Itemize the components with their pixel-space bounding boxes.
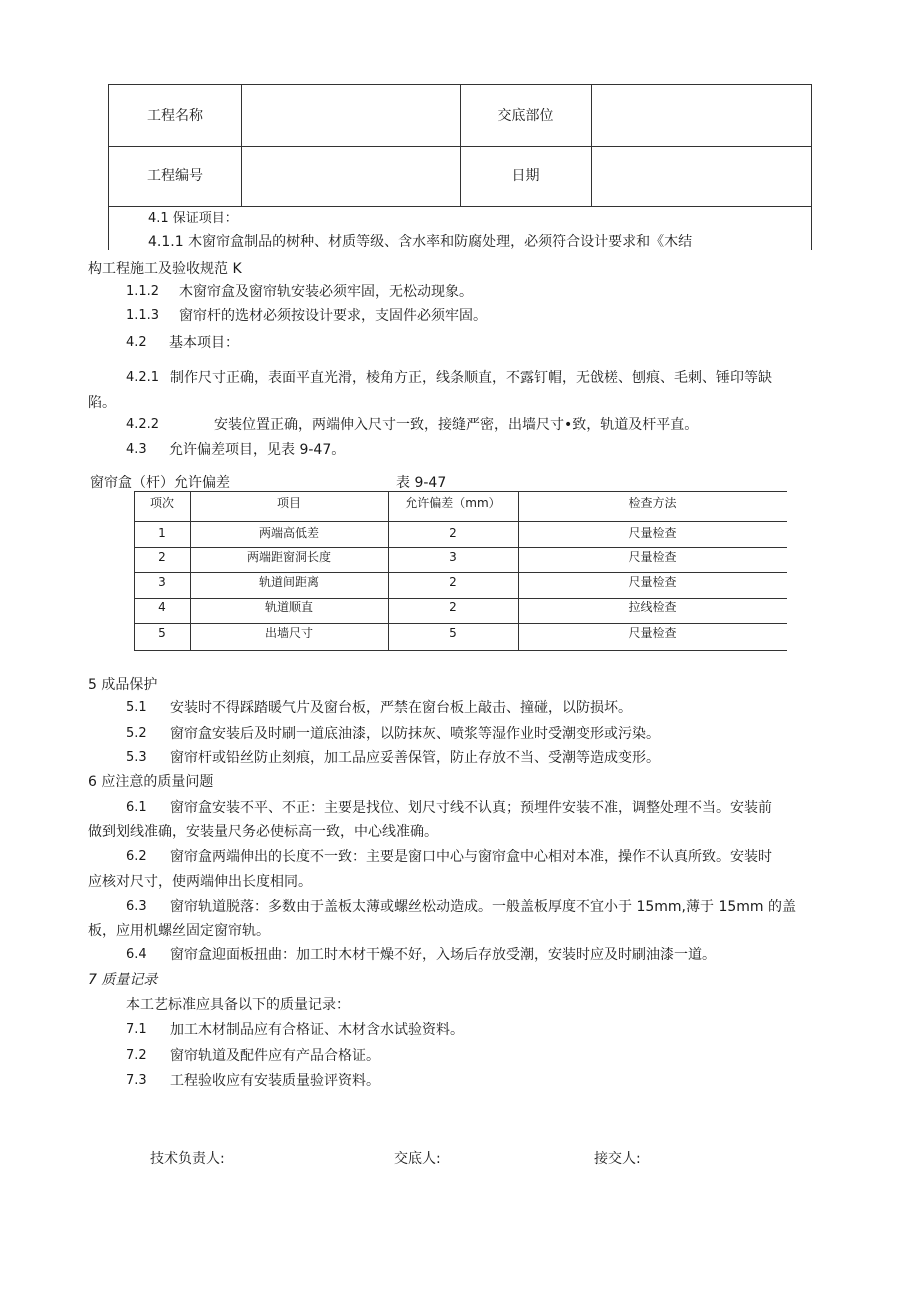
clause-number: 5.2 (126, 726, 147, 741)
header-row-divider (109, 206, 811, 207)
date-label: 日期 (511, 168, 540, 184)
clause-number: 1.1.3 (126, 308, 160, 323)
table-cell: 拉线检查 (628, 600, 677, 614)
table-cell: 两端距窗洞长度 (246, 550, 331, 564)
table-cell: 5 (449, 626, 457, 640)
clause-text: 制作尺寸正确，表面平直光滑，棱角方正，线条顺直，不露钉帽，无戗槎、刨痕、毛刺、锤印等缺 (170, 370, 772, 386)
section-5-title: 5 成品保护 (88, 677, 158, 693)
table-rule (134, 547, 787, 548)
clause-number: 6.4 (126, 947, 147, 962)
table-cell: 5 (158, 626, 166, 640)
clause-text: 工程验收应有安装质量验评资料。 (170, 1073, 380, 1089)
clause-text: 窗帘盒迎面板扭曲：加工时木材干燥不好，入场后存放受潮，安装时应及时刷油漆一道。 (170, 947, 716, 963)
clause-number: 4.3 (126, 442, 147, 457)
table-rule (134, 491, 787, 492)
table-cell: 3 (449, 550, 457, 564)
clause-text: 窗帘杆或铅丝防止刻痕，加工品应妥善保管，防止存放不当、受潮等造成变形。 (170, 750, 660, 766)
clause-number: 4.2.1 (126, 370, 160, 385)
column-header: 允许偏差（mm） (405, 496, 501, 510)
table-cell: 2 (449, 600, 457, 614)
section-6-title: 6 应注意的质量问题 (88, 774, 214, 790)
column-header: 项次 (149, 496, 174, 510)
table-cell: 2 (158, 550, 166, 564)
table-cell: 2 (449, 575, 457, 589)
table-cell: 轨道顺直 (264, 600, 313, 614)
clause-number: 6.1 (126, 800, 147, 815)
clause-4-1-1: 4.1.1 木窗帘盒制品的树种、材质等级、含水率和防腐处理，必须符合设计要求和《木结 (148, 234, 693, 250)
tech-lead-signature-label: 技术负责人: (150, 1151, 225, 1167)
header-col-divider (241, 85, 242, 206)
column-header: 检查方法 (628, 496, 677, 510)
table-rule (134, 623, 787, 624)
clause-number: 6.3 (126, 899, 147, 914)
table-cell: 尺量检查 (628, 575, 677, 589)
clause-text: 窗帘轨道及配件应有产品合格证。 (170, 1048, 380, 1064)
table-cell: 轨道间距离 (258, 575, 319, 589)
clause-number: 7.3 (126, 1073, 147, 1088)
header-col-divider (591, 85, 592, 206)
clause-number: 4.2.2 (126, 417, 160, 432)
table-cell: 尺量检查 (628, 626, 677, 640)
column-header: 项目 (276, 496, 301, 510)
clause-4-1-1-continuation: 构工程施工及验收规范 K (88, 261, 242, 277)
clause-number: 5.3 (126, 750, 147, 765)
table-number: 表 9-47 (396, 475, 447, 491)
table-cell: 出墙尺寸 (264, 626, 313, 640)
clause-text-continuation: 板，应用机螺丝固定窗帘轨。 (88, 923, 270, 939)
clause-number: 1.1.2 (126, 284, 160, 299)
section-4-1-heading: 4.1 保证项目： (148, 211, 238, 226)
clause-text: 窗帘盒安装后及时刷一道底油漆，以防抹灰、喷浆等湿作业时受潮变形或污染。 (170, 726, 660, 742)
header-table (108, 84, 812, 250)
table-cell: 4 (158, 600, 166, 614)
section-7-title: 7 质量记录 (88, 972, 158, 988)
deviation-table (134, 491, 787, 651)
table-rule (134, 521, 787, 522)
clause-text-continuation: 陷。 (88, 395, 116, 411)
handover-part-label: 交底部位 (497, 108, 554, 124)
clause-number: 7.2 (126, 1048, 147, 1063)
project-name-label: 工程名称 (147, 108, 203, 124)
clause-text: 安装位置正确，两端伸入尺寸一致，接缝严密，出墙尺寸•致，轨道及杆平直。 (214, 417, 699, 433)
clause-text-continuation: 应核对尺寸，使两端伸出长度相同。 (88, 874, 312, 890)
clause-text: 安装时不得踩踏暖气片及窗台板，严禁在窗台板上敲击、撞碰，以防损坏。 (170, 700, 632, 716)
clause-text: 允许偏差项目，见表 9-47。 (169, 442, 346, 458)
clause-text-continuation: 做到划线准确，安装量尺务必使标高一致，中心线准确。 (88, 824, 438, 840)
receiver-signature-label: 接交人: (594, 1151, 641, 1167)
header-col-divider (460, 85, 461, 206)
clause-text: 木窗帘盒及窗帘轨安装必须牢固，无松动现象。 (179, 284, 473, 300)
table-cell: 尺量检查 (628, 550, 677, 564)
table-cell: 1 (158, 526, 166, 540)
table-cell: 尺量检查 (628, 526, 677, 540)
clause-text: 窗帘盒两端伸出的长度不一致：主要是窗口中心与窗帘盒中心相对本准，操作不认真所致。安装时 (170, 849, 772, 865)
discloser-signature-label: 交底人: (394, 1151, 441, 1167)
clause-text: 窗帘轨道脱落：多数由于盖板太薄或螺丝松动造成。一般盖板厚度不宜小于 15mm,薄于 15mm 的盖 (170, 899, 796, 915)
table-cell: 两端高低差 (258, 526, 319, 540)
table-cell: 2 (449, 526, 457, 540)
clause-number: 7.1 (126, 1022, 147, 1037)
clause-number: 4.2 (126, 335, 147, 350)
clause-number: 5.1 (126, 700, 147, 715)
project-number-label: 工程编号 (147, 168, 203, 184)
table-caption: 窗帘盒（杆）允许偏差 (90, 475, 230, 491)
section-7-intro: 本工艺标准应具备以下的质量记录： (126, 997, 350, 1013)
clause-number: 6.2 (126, 849, 147, 864)
table-rule (134, 650, 787, 651)
section-heading: 基本项目： (169, 335, 239, 351)
clause-text: 窗帘杆的选材必须按设计要求，支固件必须牢固。 (179, 308, 487, 324)
table-cell: 3 (158, 575, 166, 589)
clause-text: 窗帘盒安装不平、不正：主要是找位、划尺寸线不认真；预埋件安装不准，调整处理不当。安装前 (170, 800, 772, 816)
table-rule (134, 572, 787, 573)
clause-text: 加工木材制品应有合格证、木材含水试验资料。 (170, 1022, 464, 1038)
